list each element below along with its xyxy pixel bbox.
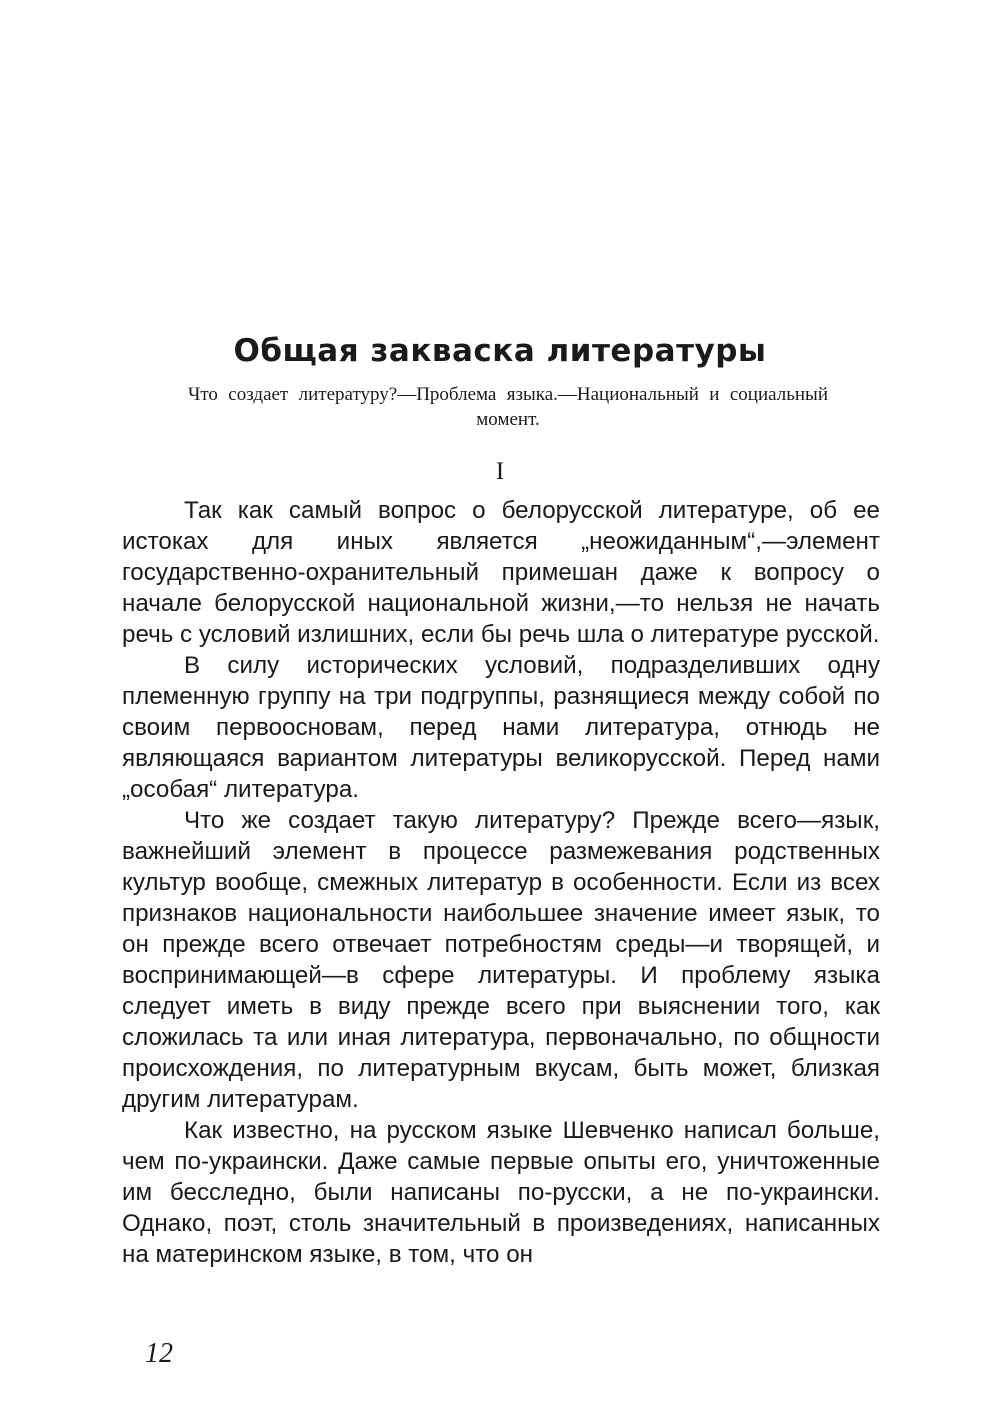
chapter-subtitle: Что создает литературу?—Проблема языка.—Национальный и социальный момент. — [188, 384, 828, 430]
chapter-title: Общая закваска литературы — [233, 333, 767, 369]
paragraph: Как известно, на русском языке Шевченко написал больше, чем по-украински. Даже самые первые опыты его, уничтоженные им бесследно, были написаны по-русски, а не по-украински. Однако, поэт, столь значительный в произведениях, написанных на материнском языке, в том, что он — [122, 1117, 880, 1268]
paragraph: Так как самый вопрос о белорусской литературе, об ее истоках для иных является „неожиданным“,—элемент государственно-охранительный примешан даже к вопросу о начале белорусской национальной жизни,—то нельзя не начать речь с условий излишних, если бы речь шла о литературе русской. — [122, 497, 880, 648]
section-numeral: I — [495, 458, 505, 485]
body-text — [122, 495, 880, 1270]
paragraph: Что же создает такую литературу? Прежде всего—язык, важнейший элемент в процессе размежевания родственных культур вообще, смежных литератур в особенности. Если из всех признаков национальности наибольшее значение имеет язык, то он прежде всего отвечает потребностям среды—и творящей, и воспринимающей—в сфере литературы. И проблему языка следует иметь в виду прежде всего при выяснении того, как сложилась та или иная литература, первоначально, по общности происхождения, по литературным вкусам, быть может, близкая другим литературам. — [122, 807, 880, 1113]
paragraph: В силу исторических условий, подразделивших одну племенную группу на три подгруппы, разнящиеся между собой по своим первоосновам, перед нами литература, отнюдь не являющаяся вариантом литературы великорусской. Перед нами „особая“ литература. — [122, 652, 880, 803]
page-number: 12 — [145, 1338, 173, 1369]
